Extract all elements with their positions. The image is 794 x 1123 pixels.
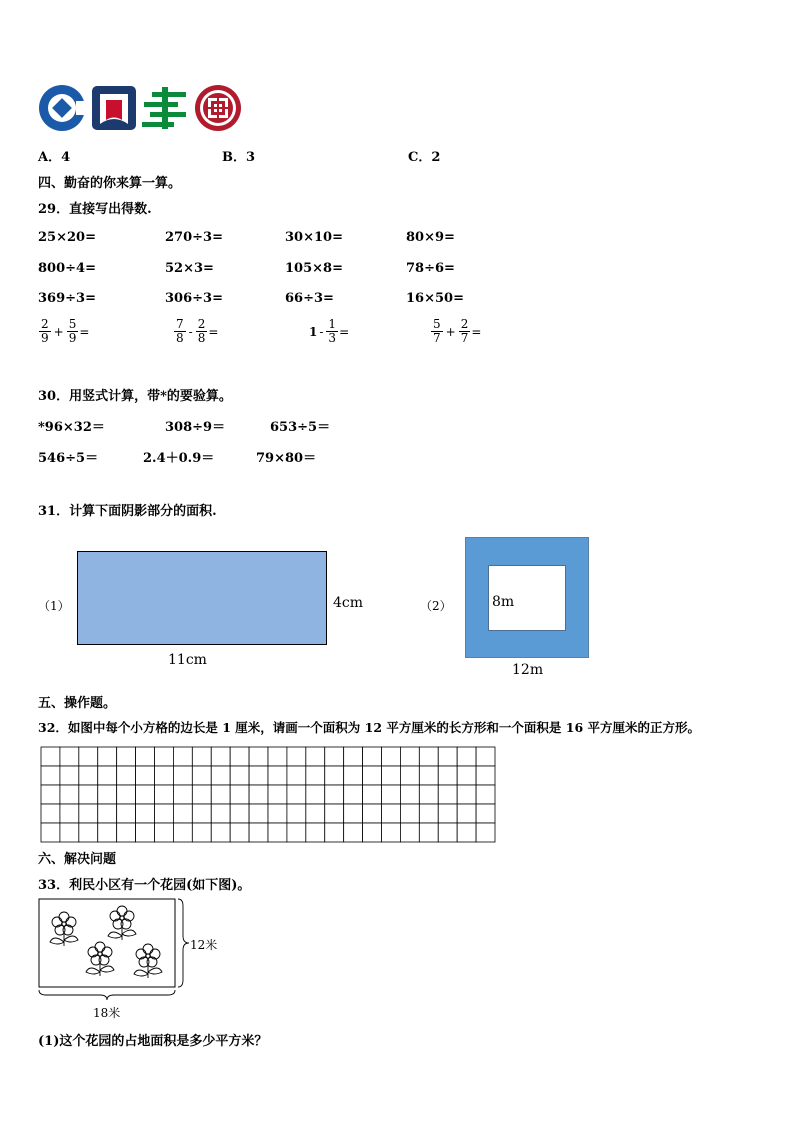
grid-cell[interactable] (249, 747, 268, 766)
grid-cell[interactable] (457, 747, 476, 766)
denominator: 9 (68, 331, 77, 345)
grid-cell[interactable] (41, 823, 60, 842)
grid-cell[interactable] (382, 766, 401, 785)
figure-1-height-label: 4cm (333, 595, 364, 611)
grid-cell[interactable] (287, 823, 306, 842)
grid-cell[interactable] (249, 766, 268, 785)
grid-cell[interactable] (249, 804, 268, 823)
option-b: B．3 (222, 150, 256, 165)
grid-cell[interactable] (457, 823, 476, 842)
q29-item: 105×8= (285, 261, 343, 276)
grid-cell[interactable] (98, 804, 117, 823)
grid-cell[interactable] (325, 766, 344, 785)
operator: + (445, 324, 456, 339)
grid-cell[interactable] (192, 823, 211, 842)
grid-cell[interactable] (419, 804, 438, 823)
grid-cell[interactable] (268, 823, 287, 842)
grid-cell[interactable] (438, 785, 457, 804)
grid-cell[interactable] (306, 785, 325, 804)
grid-cell[interactable] (287, 804, 306, 823)
grid-cell[interactable] (173, 766, 192, 785)
grid-cell[interactable] (419, 785, 438, 804)
grid-cell[interactable] (136, 785, 155, 804)
grid-cell[interactable] (400, 785, 419, 804)
numerator: 1 (328, 317, 337, 331)
grid-cell[interactable] (344, 747, 363, 766)
grid-cell[interactable] (230, 823, 249, 842)
grid-cell[interactable] (117, 804, 136, 823)
grid-cell[interactable] (98, 823, 117, 842)
grid-cell[interactable] (363, 785, 382, 804)
denominator: 9 (41, 331, 49, 345)
grid-cell[interactable] (117, 766, 136, 785)
grid-cell[interactable] (287, 785, 306, 804)
grid-cell[interactable] (173, 804, 192, 823)
grid-cell[interactable] (438, 823, 457, 842)
numerator: 7 (176, 317, 184, 331)
grid-cell[interactable] (155, 747, 174, 766)
figure-2-inner-label: 8m (492, 594, 515, 610)
ccb-logo-icon (39, 85, 86, 131)
grid-cell[interactable] (60, 804, 79, 823)
fraction-expression-2 (173, 318, 218, 345)
grid-cell[interactable] (382, 747, 401, 766)
grid-cell[interactable] (98, 747, 117, 766)
grid-cell[interactable] (306, 747, 325, 766)
option-c: C．2 (408, 150, 441, 165)
grid-cell[interactable] (268, 747, 287, 766)
grid-cell[interactable] (382, 804, 401, 823)
grid-cell[interactable] (41, 804, 60, 823)
bocom-logo-icon (92, 86, 136, 130)
q29-item: 800÷4= (38, 261, 96, 276)
grid-cell[interactable] (155, 785, 174, 804)
q32-title: 32．如图中每个小方格的边长是 1 厘米，请画一个面积为 12 平方厘米的长方形和一个面积是 16 平方厘米的正方形。 (38, 720, 700, 735)
grid-cell[interactable] (476, 766, 495, 785)
q30-item: 546÷5＝ (38, 451, 99, 466)
grid-cell[interactable] (363, 804, 382, 823)
grid-cell[interactable] (60, 747, 79, 766)
grid-cell[interactable] (211, 823, 230, 842)
q29-item: 16×50= (406, 291, 464, 306)
square-grid[interactable] (40, 746, 496, 843)
q30-item: 653÷5＝ (270, 420, 331, 435)
grid-cell[interactable] (211, 785, 230, 804)
denominator: 7 (460, 331, 469, 345)
q29-item: 52×3= (165, 261, 214, 276)
section-4-title: 四、勤奋的你来算一算。 (38, 176, 182, 191)
q29-item: 30×10= (285, 230, 343, 245)
grid-cell[interactable] (41, 766, 60, 785)
q29-item: 306÷3= (165, 291, 223, 306)
grid-cell[interactable] (79, 747, 98, 766)
denominator: 3 (328, 331, 337, 345)
garden-figure (36, 896, 226, 1020)
grid-cell[interactable] (419, 766, 438, 785)
numerator: 2 (460, 317, 469, 331)
q29-item: 80×9= (406, 230, 455, 245)
grid-cell[interactable] (155, 804, 174, 823)
grid-cell[interactable] (476, 804, 495, 823)
grid-cell[interactable] (230, 747, 249, 766)
grid-cell[interactable] (79, 785, 98, 804)
operator: + (53, 324, 64, 339)
grid-cell[interactable] (155, 766, 174, 785)
denominator: 8 (197, 331, 206, 345)
grid-cell[interactable] (287, 766, 306, 785)
grid-cell[interactable] (287, 747, 306, 766)
q30-title: 30．用竖式计算，带*的要验算。 (38, 389, 232, 404)
q30-item: 2.4＋0.9＝ (143, 451, 215, 466)
figure-2-label: （2） (420, 599, 452, 613)
grid-cell[interactable] (98, 766, 117, 785)
grid-cell[interactable] (230, 766, 249, 785)
grid-cell[interactable] (476, 747, 495, 766)
grid-cell[interactable] (192, 747, 211, 766)
grid-cell[interactable] (211, 766, 230, 785)
q30-item: *96×32＝ (38, 420, 105, 435)
q33-title: 33．利民小区有一个花园(如下图)。 (38, 878, 251, 893)
grid-cell[interactable] (117, 823, 136, 842)
grid-cell[interactable] (457, 766, 476, 785)
grid-cell[interactable] (419, 823, 438, 842)
grid-cell[interactable] (363, 766, 382, 785)
figure-1-label: （1） (38, 599, 70, 613)
grid-cell[interactable] (79, 766, 98, 785)
grid-cell[interactable] (344, 766, 363, 785)
grid-cell[interactable] (438, 747, 457, 766)
length-brace (39, 990, 175, 1000)
grid-cell[interactable] (400, 804, 419, 823)
grid-cell[interactable] (173, 747, 192, 766)
grid-cell[interactable] (306, 766, 325, 785)
equals: = (208, 324, 219, 339)
numerator: 2 (41, 317, 49, 331)
grid-cell[interactable] (400, 823, 419, 842)
grid-cell[interactable] (155, 823, 174, 842)
fraction-expression-4 (430, 318, 481, 345)
grid-cell[interactable] (79, 804, 98, 823)
grid-cell[interactable] (476, 823, 495, 842)
numerator: 5 (68, 317, 77, 331)
width-brace (178, 899, 189, 987)
grid-cell[interactable] (192, 804, 211, 823)
grid-cell[interactable] (60, 785, 79, 804)
grid-cell[interactable] (173, 823, 192, 842)
grid-cell[interactable] (230, 785, 249, 804)
grid-cell[interactable] (344, 823, 363, 842)
grid-cell[interactable] (382, 785, 401, 804)
grid-cell[interactable] (268, 766, 287, 785)
grid-cell[interactable] (306, 823, 325, 842)
numerator: 5 (433, 317, 441, 331)
grid-cell[interactable] (60, 766, 79, 785)
grid-cell[interactable] (268, 804, 287, 823)
grid-cell[interactable] (457, 804, 476, 823)
fraction-expression-3 (309, 318, 349, 345)
grid-cell[interactable] (192, 785, 211, 804)
grid-cell[interactable] (457, 785, 476, 804)
denominator: 8 (176, 331, 184, 345)
grid-cell[interactable] (136, 804, 155, 823)
section-6-title: 六、解决问题 (38, 852, 117, 867)
garden-width-label: 12米 (190, 938, 218, 952)
q29-item: 25×20= (38, 230, 96, 245)
q31-title: 31．计算下面阴影部分的面积. (38, 504, 217, 519)
q29-item: 78÷6= (406, 261, 455, 276)
figure-2-outer-label: 12m (512, 662, 544, 678)
figure-1-rectangle (77, 551, 327, 645)
grid-cell[interactable] (211, 804, 230, 823)
grid-cell[interactable] (325, 804, 344, 823)
whole-number: 1 (309, 324, 318, 339)
denominator: 7 (433, 331, 441, 345)
q30-item: 308÷9＝ (165, 420, 226, 435)
grid-cell[interactable] (400, 747, 419, 766)
numerator: 2 (197, 317, 206, 331)
grid-cell[interactable] (41, 785, 60, 804)
garden-length-label: 18米 (93, 1006, 121, 1020)
grid-cell[interactable] (79, 823, 98, 842)
option-a: A．4 (38, 150, 71, 165)
grid-cell[interactable] (363, 747, 382, 766)
grid-cell[interactable] (400, 766, 419, 785)
grid-cell[interactable] (249, 823, 268, 842)
grid-cell[interactable] (173, 785, 192, 804)
grid-cell[interactable] (382, 823, 401, 842)
grid-cell[interactable] (438, 766, 457, 785)
grid-cell[interactable] (344, 804, 363, 823)
grid-cell[interactable] (98, 785, 117, 804)
equals: = (79, 324, 90, 339)
grid-cell[interactable] (60, 823, 79, 842)
grid-cell[interactable] (249, 785, 268, 804)
grid-cell[interactable] (117, 785, 136, 804)
grid-cell[interactable] (192, 766, 211, 785)
grid-cell[interactable] (363, 823, 382, 842)
equals: = (339, 324, 350, 339)
q29-title: 29．直接写出得数. (38, 202, 152, 217)
grid-cell[interactable] (136, 747, 155, 766)
icbc-logo-icon (195, 85, 241, 131)
fraction-expression-1 (38, 318, 89, 345)
q29-item: 270÷3= (165, 230, 223, 245)
grid-cell[interactable] (306, 804, 325, 823)
grid-cell[interactable] (325, 747, 344, 766)
equals: = (471, 324, 482, 339)
operator: - (319, 324, 324, 339)
grid-cell[interactable] (325, 785, 344, 804)
grid-cell[interactable] (211, 747, 230, 766)
grid-cell[interactable] (136, 766, 155, 785)
grid-cell[interactable] (476, 785, 495, 804)
q33-sub-question-1: (1)这个花园的占地面积是多少平方米？ (38, 1034, 268, 1049)
bank-logos (38, 84, 244, 132)
section-5-title: 五、操作题。 (38, 696, 117, 711)
grid-cell[interactable] (438, 804, 457, 823)
q30-item: 79×80＝ (256, 451, 317, 466)
grid-cell[interactable] (230, 804, 249, 823)
grid-cell[interactable] (268, 785, 287, 804)
grid-cell[interactable] (325, 823, 344, 842)
grid-cell[interactable] (117, 747, 136, 766)
psbc-logo-icon (142, 87, 186, 129)
grid-cell[interactable] (344, 785, 363, 804)
grid-cell[interactable] (136, 823, 155, 842)
operator: - (188, 324, 193, 339)
q29-item: 369÷3= (38, 291, 96, 306)
figure-1-width-label: 11cm (168, 652, 207, 668)
q29-item: 66÷3= (285, 291, 334, 306)
grid-cell[interactable] (419, 747, 438, 766)
grid-cell[interactable] (41, 747, 60, 766)
